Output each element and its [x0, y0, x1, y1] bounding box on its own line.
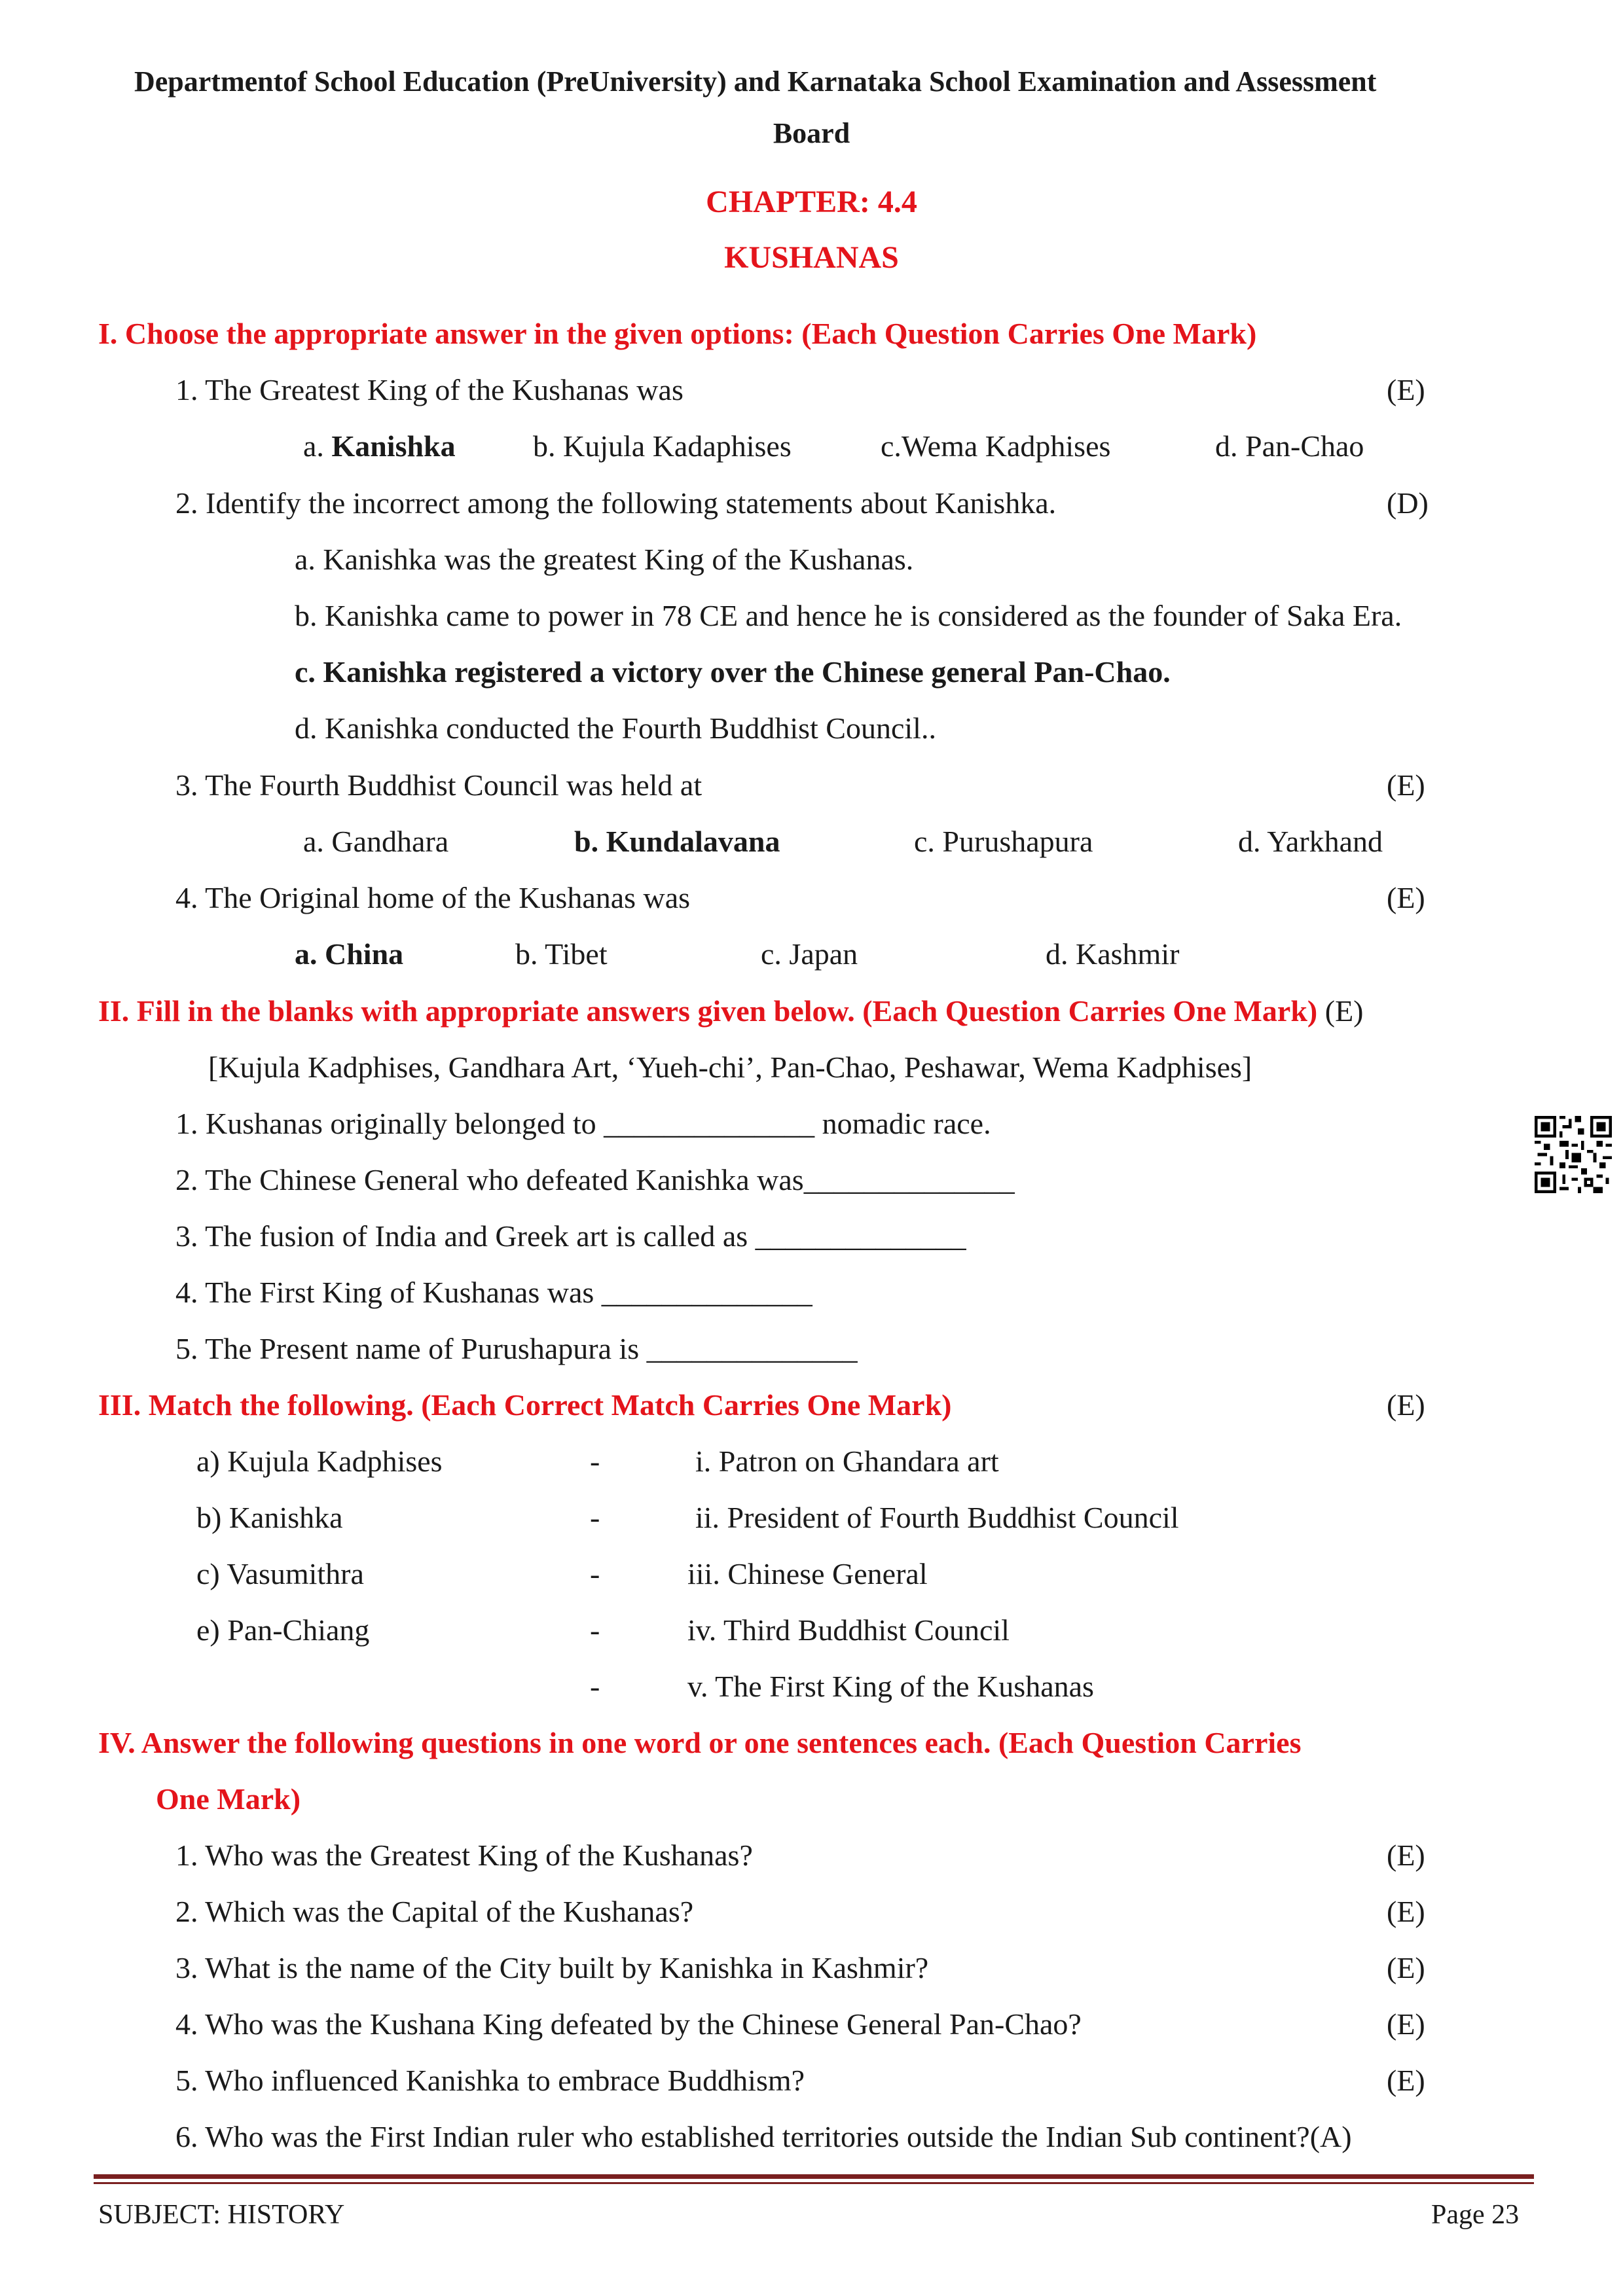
qr-code-icon	[1535, 1116, 1612, 1193]
q4-option-a: a. China	[295, 937, 404, 971]
q3-option-c: c. Purushapura	[914, 825, 1093, 858]
match-left-2: b) Kanishka	[196, 1501, 343, 1534]
q2-option-d: d. Kanishka conducted the Fourth Buddhist Council..	[295, 711, 936, 745]
q4-mark: (E)	[1387, 881, 1425, 914]
short-question-4-mark: (E)	[1387, 2007, 1425, 2041]
match-right-5: v. The First King of the Kushanas	[687, 1670, 1094, 1703]
section-2-heading-row	[98, 993, 1364, 1030]
match-right-2: ii. President of Fourth Buddhist Council	[695, 1501, 1179, 1534]
q1-option-a: a. Kanishka	[303, 429, 456, 463]
short-question-6: 6. Who was the First Indian ruler who established territories outside the Indian Sub continent?(A)	[175, 2120, 1352, 2153]
header-line-1: Departmentof School Education (PreUniversity) and Karnataka School Examination and Assessment	[134, 65, 1377, 98]
short-question-5: 5. Who influenced Kanishka to embrace Buddhism?	[175, 2064, 805, 2097]
match-right-4: iv. Third Buddhist Council	[687, 1613, 1010, 1647]
match-left-4: e) Pan-Chiang	[196, 1613, 370, 1647]
q1-option-d: d. Pan-Chao	[1215, 429, 1364, 463]
section-1-heading: I. Choose the appropriate answer in the given options: (Each Question Carries One Mark)	[98, 317, 1257, 350]
q4-text: 4. The Original home of the Kushanas was	[175, 881, 691, 914]
fill-blank-1: 1. Kushanas originally belonged to ______________ nomadic race.	[175, 1107, 991, 1140]
footer-rule-thick	[94, 2174, 1534, 2179]
q3-option-b: b. Kundalavana	[574, 825, 780, 858]
word-bank: [Kujula Kadphises, Gandhara Art, ‘Yueh-chi’, Pan-Chao, Peshawar, Wema Kadphises]	[208, 1050, 1252, 1084]
q3-option-a: a. Gandhara	[303, 825, 449, 858]
q2-option-a: a. Kanishka was the greatest King of the Kushanas.	[295, 543, 914, 576]
short-question-4: 4. Who was the Kushana King defeated by the Chinese General Pan-Chao?	[175, 2007, 1082, 2041]
match-dash-5: -	[590, 1670, 600, 1703]
short-question-3: 3. What is the name of the City built by Kanishka in Kashmir?	[175, 1951, 929, 1984]
fill-blank-4: 4. The First King of Kushanas was ______________	[175, 1276, 812, 1309]
section-3-mark: (E)	[1387, 1388, 1425, 1422]
q3-mark: (E)	[1387, 768, 1425, 802]
section-2-mark: (E)	[1324, 994, 1364, 1028]
short-question-1-mark: (E)	[1387, 1839, 1425, 1872]
short-question-2: 2. Which was the Capital of the Kushanas?	[175, 1895, 694, 1928]
q1-text: 1. The Greatest King of the Kushanas was	[175, 373, 684, 406]
q2-text: 2. Identify the incorrect among the following statements about Kanishka.	[175, 486, 1057, 520]
short-question-1: 1. Who was the Greatest King of the Kushanas?	[175, 1839, 753, 1872]
section-3-heading: III. Match the following. (Each Correct Match Carries One Mark)	[98, 1388, 952, 1422]
footer-subject: SUBJECT: HISTORY	[98, 2200, 345, 2230]
q1-option-b: b. Kujula Kadaphises	[533, 429, 792, 463]
q4-option-d: d. Kashmir	[1046, 937, 1180, 971]
q2-option-b: b. Kanishka came to power in 78 CE and hence he is considered as the founder of Saka Era.	[295, 599, 1402, 632]
footer-page-number: Page 23	[1431, 2200, 1520, 2230]
chapter-number: CHAPTER: 4.4	[706, 185, 917, 219]
fill-blank-3: 3. The fusion of India and Greek art is called as ______________	[175, 1219, 966, 1253]
q2-option-c: c. Kanishka registered a victory over the Chinese general Pan-Chao.	[295, 655, 1171, 689]
footer-rule-thin	[94, 2182, 1534, 2184]
header-line-2: Board	[773, 117, 850, 149]
match-right-3: iii. Chinese General	[687, 1557, 928, 1590]
q3-text: 3. The Fourth Buddhist Council was held at	[175, 768, 702, 802]
q4-option-b: b. Tibet	[515, 937, 608, 971]
q3-option-d: d. Yarkhand	[1238, 825, 1383, 858]
match-left-1: a) Kujula Kadphises	[196, 1444, 443, 1478]
q1-option-c: c.Wema Kadphises	[881, 429, 1111, 463]
section-4-heading-line-1: IV. Answer the following questions in one word or one sentences each. (Each Question Carries	[98, 1726, 1302, 1759]
fill-blank-5: 5. The Present name of Purushapura is ______________	[175, 1332, 858, 1365]
q4-option-c: c. Japan	[761, 937, 858, 971]
match-dash-1: -	[590, 1444, 600, 1478]
match-dash-3: -	[590, 1557, 600, 1590]
match-dash-2: -	[590, 1501, 600, 1534]
section-2-heading: II. Fill in the blanks with appropriate answers given below. (Each Question Carries One Mark)	[98, 994, 1318, 1028]
short-question-2-mark: (E)	[1387, 1895, 1425, 1928]
q1-correct-answer: Kanishka	[331, 429, 456, 463]
match-dash-4: -	[590, 1613, 600, 1647]
match-right-1: i. Patron on Ghandara art	[695, 1444, 999, 1478]
chapter-title: KUSHANAS	[724, 240, 899, 275]
short-question-3-mark: (E)	[1387, 1951, 1425, 1984]
q2-mark: (D)	[1387, 486, 1429, 520]
fill-blank-2: 2. The Chinese General who defeated Kanishka was______________	[175, 1163, 1015, 1196]
match-left-3: c) Vasumithra	[196, 1557, 364, 1590]
section-4-heading-line-2: One Mark)	[156, 1782, 301, 1816]
q1-mark: (E)	[1387, 373, 1425, 406]
short-question-5-mark: (E)	[1387, 2064, 1425, 2097]
